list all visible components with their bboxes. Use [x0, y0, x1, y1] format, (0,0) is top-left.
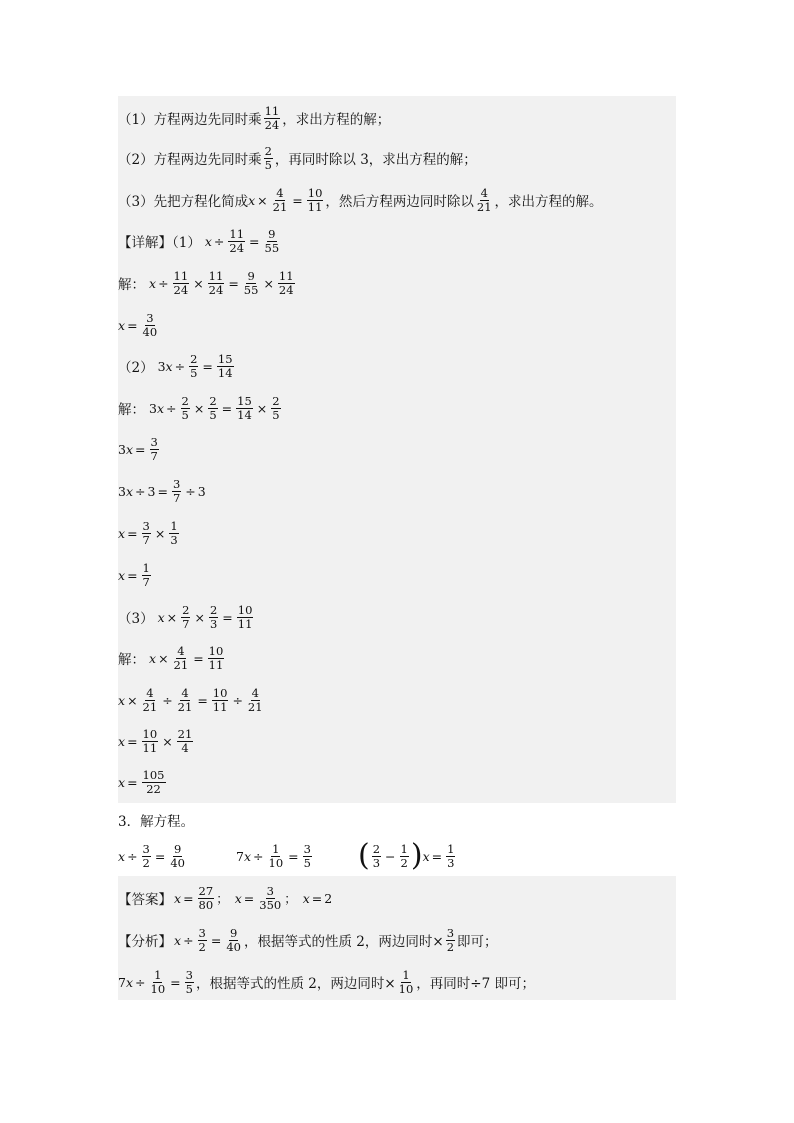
detail-2-step-3: 3 x ÷ 3 = $\frac{3}{7}$ ÷ 3 — [118, 476, 206, 505]
analysis-label: 【分析】 — [118, 934, 172, 950]
detail-2-step-1: 解： 3 x ÷ $\frac{2}{5}$ × $\frac{2}{5}$ = $\frac{15}{14}$ × $\frac{2}{5}$ — [118, 393, 280, 422]
detail-3-step-2: x × $\frac{4}{21}$ ÷ $\frac{4}{21}$ = $\frac{10}{11}$ ÷ $\frac{4}{21}$ — [118, 685, 263, 714]
detail-2-result: x = $\frac{1}{7}$ — [118, 560, 150, 589]
detail-3-equation: （3） x × $\frac{2}{7}$ × $\frac{2}{3}$ = $\frac{10}{11}$ — [118, 602, 253, 631]
answer-line: 【答案】 x = $\frac{27}{80}$ ； x = $\frac{3}{350}$ ； x = 2 — [118, 883, 333, 912]
question-3: （3）先把方程化简成 x × $\frac{4}{21}$ = $\frac{10}{11}$ ，然后方程两边同时除以 $\frac{4}{21}$ ，求出方程的解。 — [118, 185, 603, 214]
detail-3-step-1: 解： x × $\frac{4}{21}$ = $\frac{10}{11}$ — [118, 643, 224, 672]
jie-label: 解： — [118, 277, 145, 293]
equation-b: 7 x ÷ $\frac{1}{10}$ = $\frac{3}{5}$ — [236, 841, 311, 870]
equation-c: ( $\frac{2}{3}$ − $\frac{1}{2}$ ) x = $\frac{1}{3}$ — [358, 838, 455, 873]
detail-2-equation: （2） 3 x ÷ $\frac{2}{5}$ = $\frac{15}{14}$ — [118, 351, 233, 380]
q1-pre: （1）方程两边先同时乘 — [118, 112, 262, 128]
q2-pre: （2）方程两边先同时乘 — [118, 152, 262, 168]
detail-1-step-1: 解： x ÷ $\frac{11}{24}$ × $\frac{11}{24}$ = $\frac{9}{55}$ × $\frac{11}{24}$ — [118, 268, 294, 297]
q1-fraction: $\frac{11}{24}$ — [264, 103, 280, 132]
detail-1-equation: 【详解】（1） x ÷ $\frac{11}{24}$ = $\frac{9}{55}$ — [118, 226, 280, 255]
q2-fraction: $\frac{2}{5}$ — [264, 143, 272, 172]
question-3-title: 3．解方程。 — [118, 814, 195, 830]
q3-mid: ，然后方程两边同时除以 — [325, 194, 474, 210]
s2-label: （2） — [118, 360, 154, 376]
q1-post: ，求出方程的解； — [282, 112, 391, 128]
q3-fraction-3: $\frac{4}{21}$ — [476, 185, 492, 214]
s3-label: （3） — [118, 611, 154, 627]
analysis-line-1: 【分析】 x ÷ $\frac{3}{2}$ = $\frac{9}{40}$ ，根据等式的性质 2，两边同时× $\frac{3}{2}$ 即可； — [118, 925, 498, 954]
question-2 — [118, 142, 477, 174]
detail-2-step-2: 3 x = $\frac{3}{7}$ — [118, 434, 158, 463]
analysis-line-2: 7 x ÷ $\frac{1}{10}$ = $\frac{3}{5}$ ，根据等式的性质 2，两边同时× $\frac{1}{10}$ ，再同时÷7 即可； — [118, 967, 535, 996]
q3-fraction-1: $\frac{4}{21}$ — [272, 185, 288, 214]
detail-3-step-3: x = $\frac{10}{11}$ × $\frac{21}{4}$ — [118, 726, 193, 755]
q3-pre: （3）先把方程化简成 — [118, 194, 249, 210]
detail-2-step-4: x = $\frac{3}{7}$ × $\frac{1}{3}$ — [118, 518, 178, 547]
detail-label: 【详解】（1） — [118, 235, 201, 251]
equation-a: x ÷ $\frac{3}{2}$ = $\frac{9}{40}$ — [118, 841, 185, 870]
answer-label: 【答案】 — [118, 892, 172, 908]
detail-3-result: x = $\frac{105}{22}$ — [118, 767, 165, 796]
question-1 — [118, 102, 390, 134]
q3-post: ，求出方程的解。 — [494, 194, 603, 210]
q3-fraction-2: $\frac{10}{11}$ — [307, 185, 323, 214]
detail-1-result: x = $\frac{3}{40}$ — [118, 310, 158, 339]
q2-post: ，再同时除以 3，求出方程的解； — [274, 152, 477, 168]
